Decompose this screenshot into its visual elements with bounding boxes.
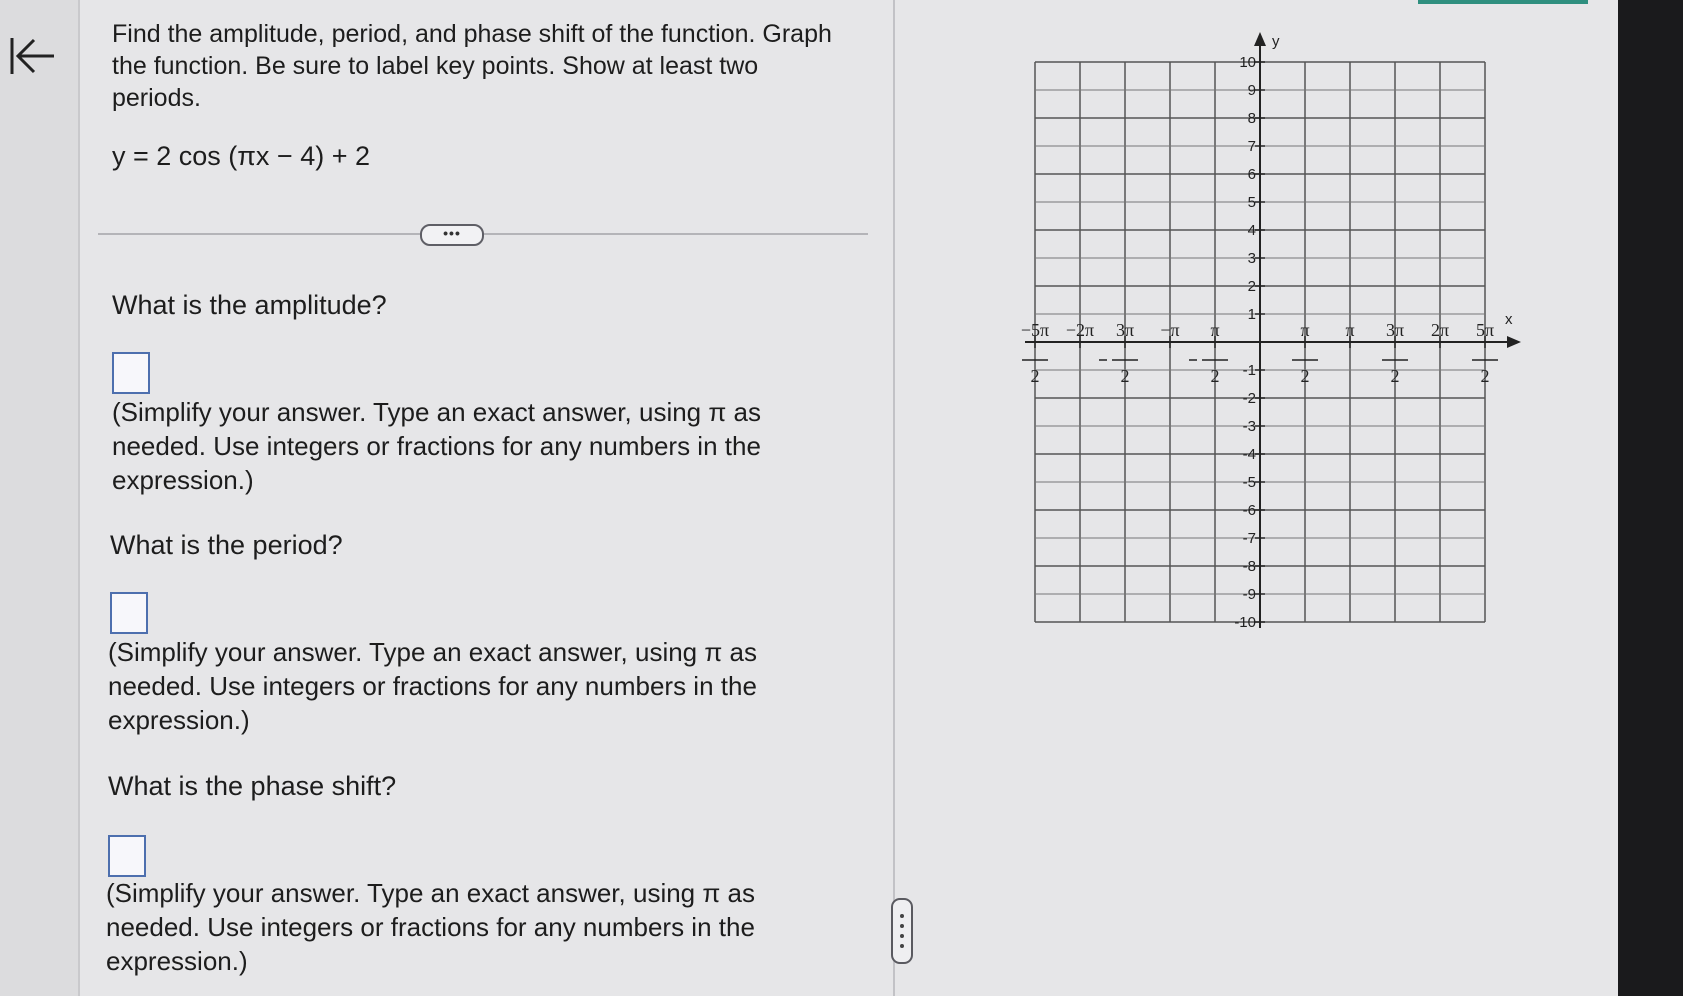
x-tick [1066, 320, 1094, 340]
handle-dot [900, 924, 904, 928]
collapse-back-button[interactable] [6, 30, 56, 80]
y-tick-label: -10 [1234, 614, 1256, 631]
accent-bar [1418, 0, 1588, 4]
x-tick-denominator: 2 [1120, 366, 1130, 386]
handle-dot [900, 914, 904, 918]
y-tick-label: 1 [1247, 306, 1256, 323]
x-tick-numerator: −π [1160, 320, 1180, 340]
pane-resize-handle[interactable] [891, 898, 913, 964]
y-tick-label: -2 [1242, 390, 1256, 407]
x-tick-numerator: 3π [1115, 320, 1135, 340]
x-tick [1099, 320, 1138, 386]
x-tick-denominator: 2 [1300, 366, 1310, 386]
instructions-text: Find the amplitude, period, and phase shift of the function. Graph the function. Be sure to label key points. Show at least two periods. [112, 20, 832, 112]
pane-divider [893, 0, 895, 996]
y-tick-label: 4 [1247, 222, 1256, 239]
handle-dot [900, 934, 904, 938]
y-tick-label: -9 [1242, 586, 1256, 603]
amplitude-hint: (Simplify your answer. Type an exact answer, using π as needed. Use integers or fractions for any numbers in the expression.) [112, 397, 761, 495]
x-tick-numerator: −2π [1065, 320, 1095, 340]
y-tick-label: 5 [1247, 194, 1256, 211]
x-tick-numerator: 5π [1475, 320, 1495, 340]
phase-shift-input[interactable] [108, 835, 146, 877]
x-axis-arrow-icon [1507, 336, 1521, 348]
arrow-left-to-bar-icon [6, 30, 56, 80]
phase-shift-question: What is the phase shift? [108, 771, 397, 801]
x-tick-numerator: −5π [1020, 320, 1050, 340]
y-tick-label: -1 [1242, 362, 1256, 379]
graph-area[interactable] [1010, 24, 1540, 644]
y-tick-label: -8 [1242, 558, 1256, 575]
x-tick-denominator: 2 [1390, 366, 1400, 386]
x-tick-denominator: 2 [1210, 366, 1220, 386]
y-tick-label: -5 [1242, 474, 1256, 491]
x-tick-denominator: 2 [1480, 366, 1490, 386]
x-axis-label: x [1505, 311, 1513, 328]
y-tick-label: -3 [1242, 418, 1256, 435]
x-tick-numerator: 3π [1385, 320, 1405, 340]
left-sidebar [0, 0, 80, 996]
question-pane [78, 0, 893, 996]
x-tick-denominator: 2 [1030, 366, 1040, 386]
handle-dot [900, 944, 904, 948]
x-tick-numerator: 2π [1430, 320, 1450, 340]
y-tick-label: 10 [1239, 54, 1256, 71]
y-tick-label: 8 [1247, 110, 1256, 127]
x-tick [1431, 320, 1449, 340]
y-tick-label: 9 [1247, 82, 1256, 99]
amplitude-question: What is the amplitude? [112, 290, 387, 320]
y-tick-label: 2 [1247, 278, 1256, 295]
amplitude-input[interactable] [112, 352, 150, 394]
x-tick [1345, 320, 1354, 340]
phase-shift-hint: (Simplify your answer. Type an exact answer, using π as needed. Use integers or fractions for any numbers in the expression.) [106, 878, 755, 976]
y-tick-label: -4 [1242, 446, 1256, 463]
x-tick [1189, 320, 1228, 386]
x-tick-numerator: π [1300, 320, 1310, 340]
x-tick [1160, 320, 1179, 340]
period-hint: (Simplify your answer. Type an exact answer, using π as needed. Use integers or fractions for any numbers in the expression.) [108, 637, 757, 735]
x-tick-numerator: π [1345, 320, 1355, 340]
y-tick-label: 6 [1247, 166, 1256, 183]
period-input[interactable] [110, 592, 148, 634]
y-tick-label: 7 [1247, 138, 1256, 155]
y-tick-label: -7 [1242, 530, 1256, 547]
x-tick-numerator: π [1210, 320, 1220, 340]
y-axis-arrow-icon [1254, 32, 1266, 46]
expand-more-button[interactable]: ••• [420, 224, 484, 246]
y-tick-label: -6 [1242, 502, 1256, 519]
y-axis-label: y [1272, 33, 1280, 50]
function-equation: y = 2 cos (πx − 4) + 2 [112, 141, 370, 171]
period-question: What is the period? [110, 530, 343, 560]
y-tick-label: 3 [1247, 250, 1256, 267]
